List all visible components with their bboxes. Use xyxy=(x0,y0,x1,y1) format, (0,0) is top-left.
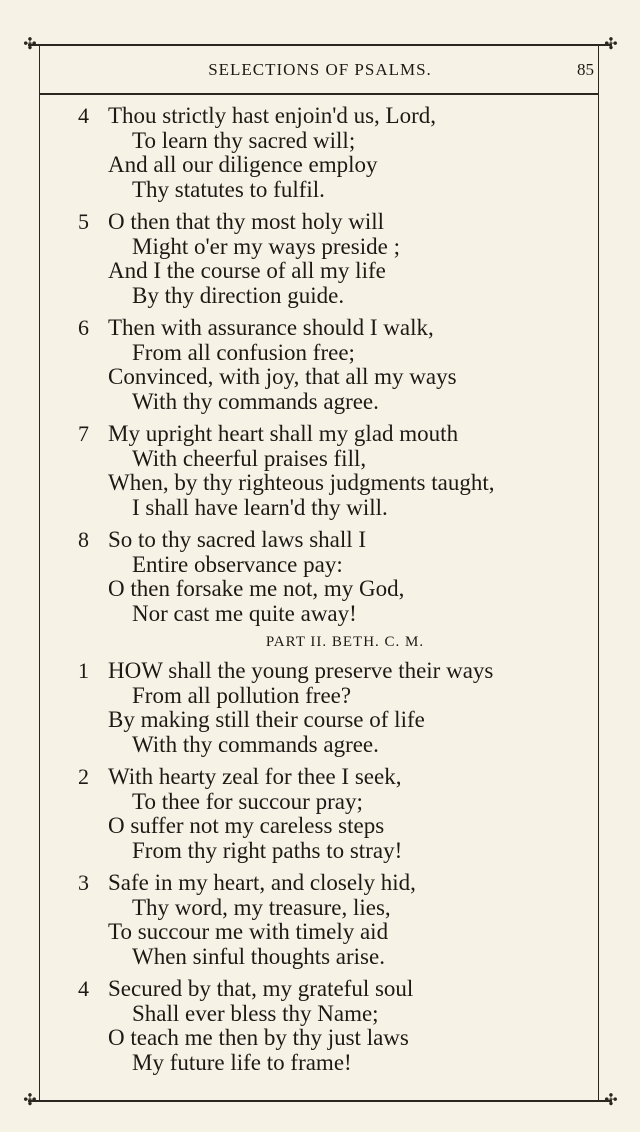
left-rule xyxy=(39,46,40,1100)
corner-ornament-bottom-left: ✣ xyxy=(23,1092,37,1109)
stanza-number: 2 xyxy=(78,764,89,789)
stanza-number: 3 xyxy=(78,870,89,895)
stanza-4 xyxy=(80,104,590,202)
verse-line: So to thy sacred laws shall I xyxy=(108,527,367,552)
verse-line: To thee for succour pray; xyxy=(132,788,363,814)
verse-line: By making still their course of life xyxy=(108,707,425,732)
verse-line: When, by thy righteous judgments taught, xyxy=(108,470,495,495)
verse-line: Might o'er my ways preside ; xyxy=(132,233,400,259)
verse-line: When sinful thoughts arise. xyxy=(132,943,385,969)
psalm-text xyxy=(80,104,590,1083)
corner-ornament-top-left: ✣ xyxy=(23,36,37,53)
page-number: 85 xyxy=(577,60,594,79)
verse-line: I shall have learn'd thy will. xyxy=(132,494,388,520)
verse-line: Thy statutes to fulfil. xyxy=(132,176,325,202)
verse-line: O then that thy most holy will xyxy=(108,209,384,234)
verse-line: O teach me then by thy just laws xyxy=(108,1025,409,1050)
verse-line: O suffer not my careless steps xyxy=(108,813,385,838)
stanza-5 xyxy=(80,210,590,308)
verse-line: Thy word, my treasure, lies, xyxy=(132,894,391,920)
stanza-number: 1 xyxy=(78,658,89,683)
verse-line: Secured by that, my grateful soul xyxy=(108,976,414,1001)
running-head: SELECTIONS OF PSALMS. xyxy=(208,60,432,79)
stanza-3 xyxy=(80,871,590,969)
stanza-number: 5 xyxy=(78,209,89,234)
verse-line: O then forsake me not, my God, xyxy=(108,576,405,601)
verse-line: With hearty zeal for thee I seek, xyxy=(108,764,402,789)
header-underline xyxy=(40,93,598,95)
verse-line: With thy commands agree. xyxy=(132,731,379,757)
verse-line: HOW shall the young preserve their ways xyxy=(108,658,494,683)
stanza-2 xyxy=(80,765,590,863)
verse-line: And all our diligence employ xyxy=(108,152,378,177)
stanza-7 xyxy=(80,422,590,520)
verse-line: From all pollution free? xyxy=(132,682,352,708)
top-rule xyxy=(28,44,612,46)
stanza-number: 8 xyxy=(78,527,89,552)
verse-line: Nor cast me quite away! xyxy=(132,600,357,626)
verse-line: With cheerful praises fill, xyxy=(132,445,367,471)
verse-line: Thou strictly hast enjoin'd us, Lord, xyxy=(108,103,437,128)
bottom-rule xyxy=(28,1100,612,1102)
page-header xyxy=(40,60,600,88)
verse-line: Convinced, with joy, that all my ways xyxy=(108,364,457,389)
corner-ornament-top-right: ✣ xyxy=(604,36,618,53)
verse-line: And I the course of all my life xyxy=(108,258,386,283)
verse-line: Entire observance pay: xyxy=(132,551,343,577)
verse-line: From all confusion free; xyxy=(132,339,355,365)
stanza-8 xyxy=(80,528,590,626)
part-heading: PART II. BETH. C. M. xyxy=(265,634,425,650)
verse-line: From thy right paths to stray! xyxy=(132,837,403,863)
stanza-4b xyxy=(80,977,590,1075)
verse-line: With thy commands agree. xyxy=(132,388,379,414)
stanza-1 xyxy=(80,659,590,757)
stanza-number: 4 xyxy=(78,103,89,128)
verse-line: Then with assurance should I walk, xyxy=(108,315,434,340)
verse-line: My upright heart shall my glad mouth xyxy=(108,421,459,446)
verse-line: My future life to frame! xyxy=(132,1049,352,1075)
corner-ornament-bottom-right: ✣ xyxy=(604,1092,618,1109)
verse-line: To succour me with timely aid xyxy=(108,919,389,944)
verse-line: By thy direction guide. xyxy=(132,282,345,308)
verse-line: Shall ever bless thy Name; xyxy=(132,1000,379,1026)
stanza-number: 6 xyxy=(78,315,89,340)
stanza-number: 7 xyxy=(78,421,89,446)
stanza-number: 4 xyxy=(78,976,89,1001)
verse-line: Safe in my heart, and closely hid, xyxy=(108,870,416,895)
right-rule xyxy=(598,46,599,1100)
stanza-6 xyxy=(80,316,590,414)
verse-line: To learn thy sacred will; xyxy=(132,127,356,153)
